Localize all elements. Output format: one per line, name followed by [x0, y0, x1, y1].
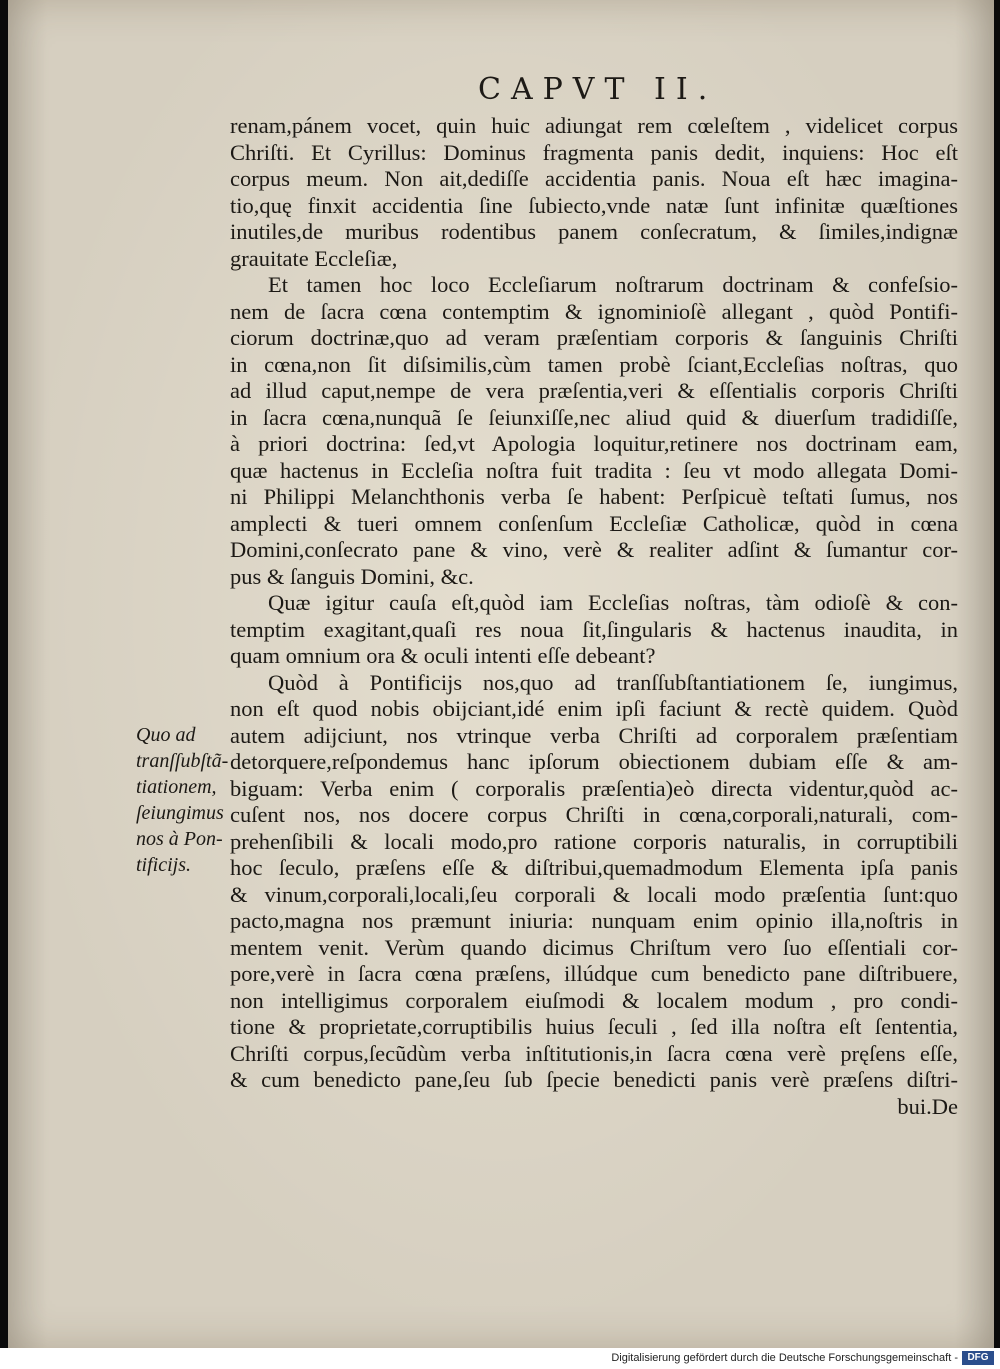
text-line: inutiles,de muribus rodentibus panem conſecratum, & ſimiles,indignæ: [230, 219, 958, 244]
text-line: non intelligimus corporalem eiuſmodi & localem modum , pro condi-: [230, 987, 958, 1013]
text-line: prehenſibili & locali modo,pro ratione corporis naturalis, in corruptibili: [230, 828, 958, 854]
text-line: ni Philippi Melanchthonis verba ſe habent: Perſpicuè teſtati ſumus, nos: [230, 484, 958, 509]
text-line: in cœna,non ſit diſsimilis,cùm tamen probè ſciant,Eccleſias noſtras, quo: [230, 351, 958, 377]
digitization-credit: Digitalisierung gefördert durch die Deutsche Forschungsgemeinschaft -: [611, 1352, 958, 1364]
marginal-note-line: tificijs.: [136, 854, 191, 876]
text-line: corpus meum. Non ait,dediſſe accidentia panis. Noua eſt hæc imagina-: [230, 166, 958, 191]
text-line: ciorum doctrinæ,quo ad veram præſentiam corporis & ſanguinis Chriſti: [230, 325, 958, 350]
marginal-note-line: nos à Pon-: [136, 828, 223, 850]
text-line: Chriſti corpus,ſecũdùm verba inſtitutionis,in ſacra cœna verè pręſens eſſe,: [230, 1040, 958, 1066]
marginal-note-line: tranſſubſtã-: [136, 750, 229, 772]
running-title: CAPVT II.: [478, 72, 718, 107]
text-line: cuſent nos, nos docere corpus Chriſti in cœna,corporali,naturali, com-: [230, 802, 958, 827]
text-line: tio,quę finxit accidentia ſine ſubiecto,vnde natæ ſunt infinitæ quæſtiones: [230, 192, 958, 218]
text-line: & vinum,corporali,locali,ſeu corporali & locali modo præſentia ſunt:quo: [230, 881, 958, 907]
text-line: in ſacra cœna,nunquã ſe ſeiunxiſſe,nec aliud quid & diuerſum tradidiſſe,: [230, 404, 958, 430]
text-line: nem de ſacra cœna contemptim & ignominioſè allegant , quòd Pontifi-: [230, 298, 958, 324]
text-line: Domini,conſecrato pane & vino, verè & realiter adſint & ſumantur cor-: [230, 537, 958, 562]
text-line: biguam: Verba enim ( corporalis præſentia)eò directa videntur,quòd ac-: [230, 775, 958, 801]
text-line: quam omnium ora & oculi intenti eſſe debeant?: [230, 643, 656, 668]
text-line: autem adijciunt, nos vtrinque verba Chriſti ad corporalem præſentiam: [230, 722, 958, 748]
text-line: pore,verè in ſacra cœna præſens, illúdque cum benedicto pane diſtribuere,: [230, 961, 958, 986]
text-line: & cum benedicto pane,ſeu ſub ſpecie benedicti panis verè præſens diſtri-: [230, 1067, 958, 1092]
text-line: à priori doctrina: ſed,vt Apologia loquitur,retinere nos doctrinam eam,: [230, 431, 958, 456]
text-line: renam,pánem vocet, quin huic adiungat rem cœleſtem , videlicet corpus: [230, 113, 958, 138]
text-line: mentem venit. Verùm quando dicimus Chriſtum vero ſuo eſſentiali cor-: [230, 934, 958, 960]
marginal-note: [136, 722, 236, 878]
text-line: amplecti & tueri omnem conſenſum Eccleſiæ Catholicæ, quòd in cœna: [230, 510, 958, 536]
main-text-block: [230, 113, 958, 1120]
text-line: Et tamen hoc loco Eccleſiarum noſtrarum doctrinam & confeſsio-: [268, 272, 958, 297]
text-line: temptim exagitant,quaſi res noua ſit,ſingularis & hactenus inaudita, in: [230, 616, 958, 642]
dfg-logo-icon: DFG: [962, 1351, 994, 1365]
marginal-note-line: ſeiungimus: [136, 802, 224, 824]
text-line: detorquere,reſpondemus hanc ipſorum obiectionem dubiam eſſe & am-: [230, 749, 958, 774]
text-line: pacto,magna nos præmunt iniuria: nunquam enim opinio illa,noſtris in: [230, 908, 958, 933]
text-line: non eſt quod nobis obijciant,idé enim ipſi faciunt & rectè quidem. Quòd: [230, 696, 958, 721]
text-line: Quòd à Pontificijs nos,quo ad tranſſubſtantiationem ſe, iungimus,: [268, 669, 958, 695]
marginal-note-line: tiationem,: [136, 776, 217, 798]
text-line: quæ hactenus in Eccleſia noſtra fuit tradita : ſeu vt modo allegata Domi-: [230, 457, 958, 483]
text-line: hoc ſeculo, præſens eſſe & diſtribui,quemadmodum Elementa ipſa panis: [230, 855, 958, 880]
text-line: Quæ igitur cauſa eſt,quòd iam Eccleſias noſtras, tàm odioſè & con-: [268, 590, 958, 615]
text-line: pus & ſanguis Domini, &c.: [230, 563, 474, 589]
text-line: ad illud caput,nempe de vera præſentia,veri & eſſentialis corporis Chriſti: [230, 378, 958, 403]
book-page: [8, 0, 994, 1348]
text-line: tione & proprietate,corruptibilis huius ſeculi , ſed illa noſtra eſt ſententia,: [230, 1014, 958, 1039]
text-line: Chriſti. Et Cyrillus: Dominus fragmenta panis dedit, inquiens: Hoc eſt: [230, 139, 958, 165]
text-line: grauitate Eccleſiæ,: [230, 245, 398, 271]
text-line: bui.De: [897, 1093, 958, 1119]
marginal-note-line: Quo ad: [136, 724, 196, 746]
